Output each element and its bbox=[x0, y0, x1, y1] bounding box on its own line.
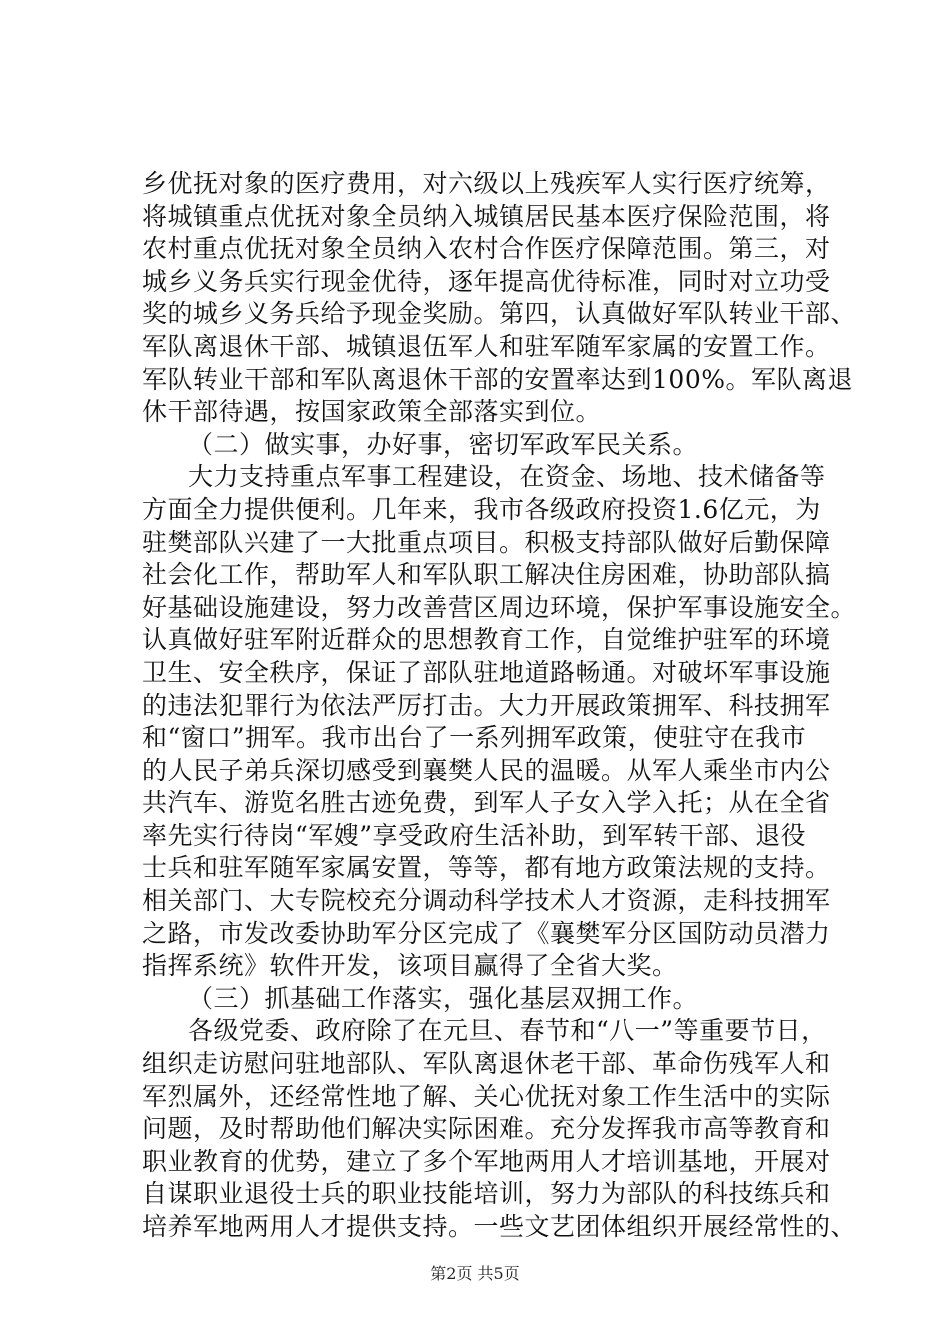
body-text-line: 自谋职业退役士兵的职业技能培训，努力为部队的科技练兵和 bbox=[142, 1179, 831, 1209]
body-text-line: 驻樊部队兴建了一大批重点项目。积极支持部队做好后勤保障 bbox=[142, 527, 831, 557]
body-text-line: 卫生、安全秩序，保证了部队驻地道路畅通。对破坏军事设施 bbox=[142, 657, 831, 687]
body-text-line: 军烈属外，还经常性地了解、关心优抚对象工作生活中的实际 bbox=[142, 1081, 831, 1111]
body-text-line: 的人民子弟兵深切感受到襄樊人民的温暖。从军人乘坐市内公 bbox=[142, 755, 831, 785]
body-text-line: 率先实行待岗“军嫂”享受政府生活补助，到军转干部、退役 bbox=[142, 820, 807, 850]
body-text-line: 军队离退休干部、城镇退伍军人和驻军随军家属的安置工作。 bbox=[142, 331, 831, 361]
body-text-line: 好基础设施建设，努力改善营区周边环境，保护军事设施安全。 bbox=[142, 592, 857, 622]
body-text-line: 职业教育的优势，建立了多个军地两用人才培训基地，开展对 bbox=[142, 1146, 831, 1176]
body-text-line: 指挥系统》软件开发，该项目赢得了全省大奖。 bbox=[142, 951, 678, 981]
body-text-line: 组织走访慰问驻地部队、军队离退休老干部、革命伤残军人和 bbox=[142, 1049, 831, 1079]
body-text-line: 和“窗口”拥军。我市出台了一系列拥军政策，使驻守在我市 bbox=[142, 723, 807, 753]
body-text-line: 农村重点优抚对象全员纳入农村合作医疗保障范围。第三，对 bbox=[142, 234, 831, 264]
body-text-line: 将城镇重点优抚对象全员纳入城镇居民基本医疗保险范围，将 bbox=[142, 201, 831, 231]
body-text-line: 相关部门、大专院校充分调动科学技术人才资源，走科技拥军 bbox=[142, 886, 831, 916]
body-text-line: （三）抓基础工作落实，强化基层双拥工作。 bbox=[188, 983, 699, 1013]
body-text-line: 认真做好驻军附近群众的思想教育工作，自觉维护驻军的环境 bbox=[142, 625, 831, 655]
body-text-line: 社会化工作，帮助军人和军队职工解决住房困难，协助部队搞 bbox=[142, 560, 831, 590]
body-text-line: 方面全力提供便利。几年来，我市各级政府投资1.6亿元，为 bbox=[142, 494, 821, 524]
body-text-line: （二）做实事，办好事，密切军政军民关系。 bbox=[188, 429, 699, 459]
body-text-line: 大力支持重点军事工程建设，在资金、场地、技术储备等 bbox=[188, 462, 826, 492]
body-text-line: 乡优抚对象的医疗费用，对六级以上残疾军人实行医疗统筹， bbox=[142, 169, 831, 198]
body-text-line: 的违法犯罪行为依法严厉打击。大力开展政策拥军、科技拥军 bbox=[142, 690, 831, 720]
document-body bbox=[142, 168, 862, 1244]
page-footer: 第2页 共5页 bbox=[430, 1264, 520, 1283]
body-text-line: 培养军地两用人才提供支持。一些文艺团体组织开展经常性的、 bbox=[142, 1212, 857, 1241]
body-text-line: 共汽车、游览名胜古迹免费，到军人子女入学入托；从在全省 bbox=[142, 788, 831, 818]
body-text-line: 士兵和驻军随军家属安置，等等，都有地方政策法规的支持。 bbox=[142, 853, 831, 883]
body-text-line: 休干部待遇，按国家政策全部落实到位。 bbox=[142, 397, 602, 427]
body-text-line: 之路，市发改委协助军分区完成了《襄樊军分区国防动员潜力 bbox=[142, 918, 831, 948]
body-text-line: 奖的城乡义务兵给予现金奖励。第四，认真做好军队转业干部、 bbox=[142, 299, 857, 329]
body-text-line: 军队转业干部和军队离退休干部的安置率达到100%。军队离退 bbox=[142, 364, 853, 394]
body-text-line: 问题，及时帮助他们解决实际困难。充分发挥我市高等教育和 bbox=[142, 1114, 831, 1144]
body-text-line: 城乡义务兵实行现金优待，逐年提高优待标准，同时对立功受 bbox=[142, 266, 831, 296]
body-text-line: 各级党委、政府除了在元旦、春节和“八一”等重要节日， bbox=[188, 1016, 827, 1046]
